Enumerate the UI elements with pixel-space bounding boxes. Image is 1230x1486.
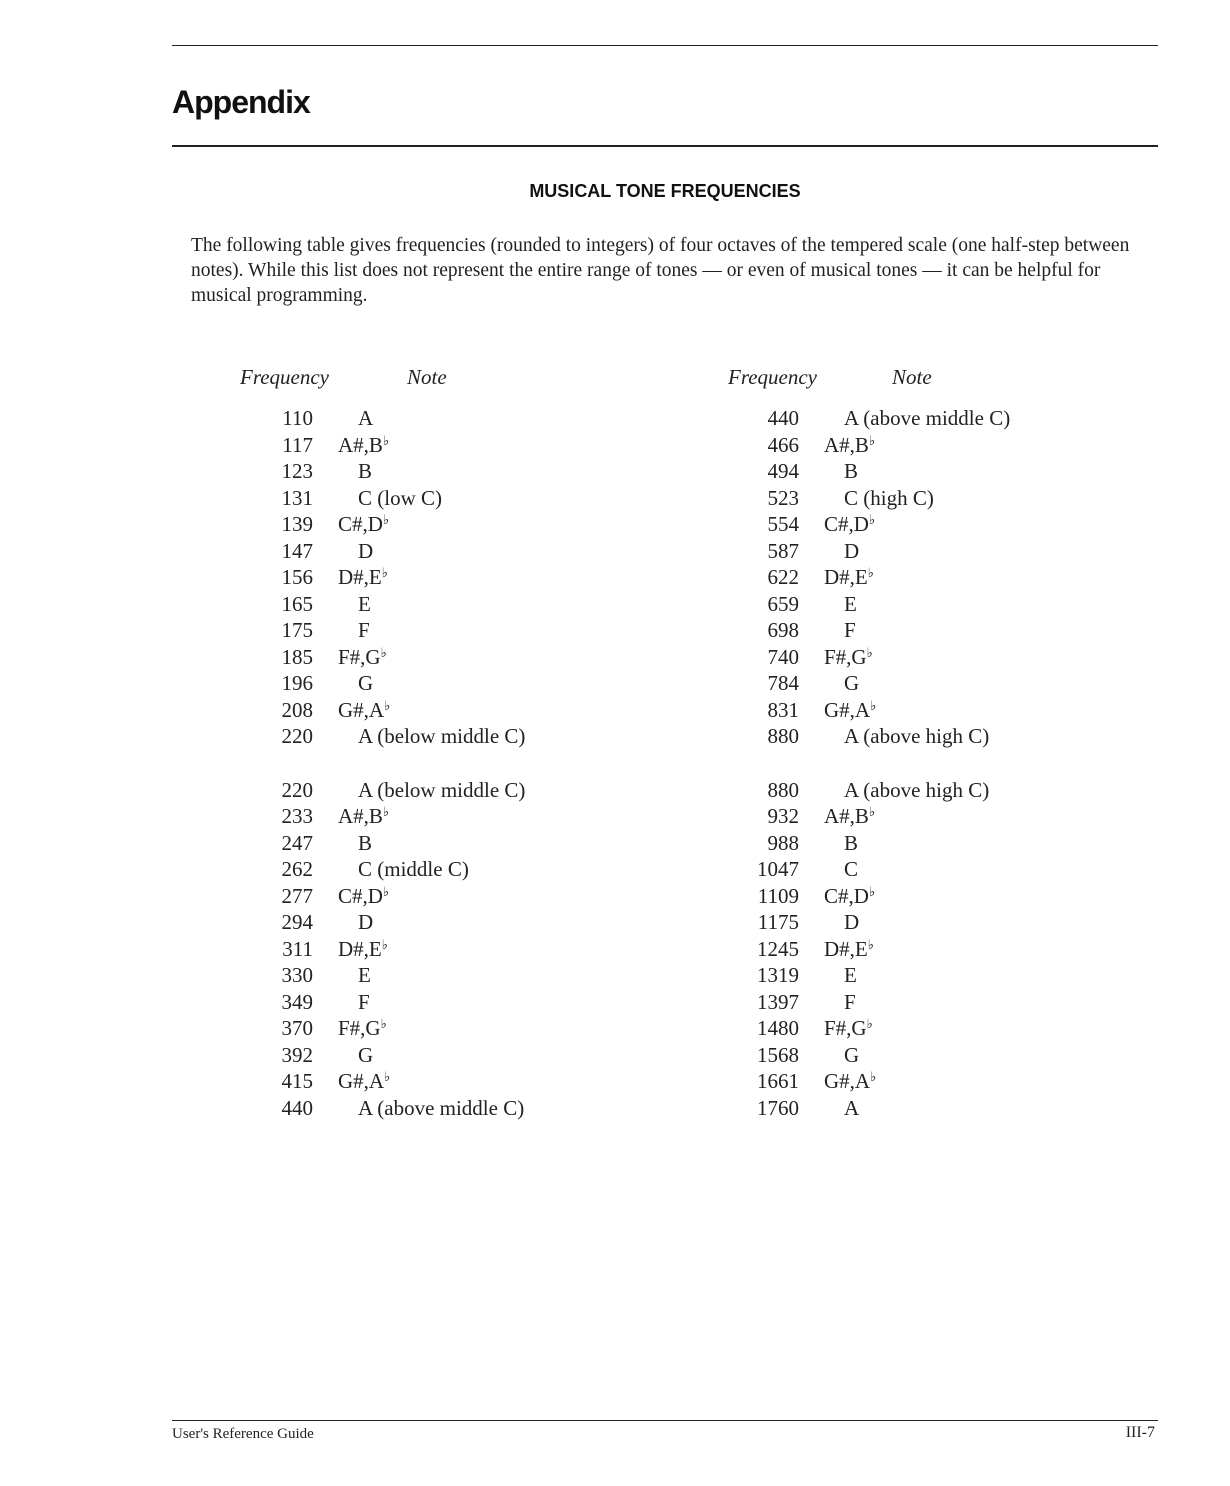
note-name: G (844, 1042, 860, 1067)
table-row (724, 803, 1104, 829)
table-row (724, 1015, 1104, 1041)
frequency-value: 784 (767, 671, 799, 695)
note-name: A (below middle C) (358, 777, 526, 802)
frequency-value: 1397 (757, 989, 799, 1014)
frequency-value: 110 (282, 406, 313, 430)
table-row (238, 1068, 618, 1094)
table-row (238, 670, 618, 696)
table-row (238, 432, 618, 458)
table-row (238, 909, 618, 935)
frequency-value: 277 (281, 883, 313, 908)
frequency-value: 415 (281, 1069, 313, 1093)
table-row (238, 936, 618, 962)
table-row (724, 591, 1104, 617)
frequency-value: 131 (281, 485, 313, 510)
note-name: G#,A♭ (824, 697, 877, 722)
table-row (238, 458, 618, 484)
frequency-value: 554 (767, 512, 799, 536)
note-name: G#,A♭ (824, 1068, 877, 1093)
table-row (724, 511, 1104, 537)
table-row (724, 405, 1104, 431)
table-row (724, 962, 1104, 988)
table-row (724, 458, 1104, 484)
table-row (238, 564, 618, 590)
table-row (724, 670, 1104, 696)
note-name: A#,B♭ (338, 803, 390, 828)
note-name: E (844, 963, 857, 987)
note-name: D#,E♭ (338, 564, 388, 589)
table-row (238, 777, 618, 803)
frequency-value: 123 (281, 459, 313, 483)
note-name: D#,E♭ (338, 936, 388, 961)
frequency-value: 311 (282, 936, 313, 961)
frequency-value: 880 (767, 777, 799, 802)
frequency-value: 185 (281, 644, 313, 669)
frequency-value: 587 (767, 538, 799, 563)
frequency-value: 349 (281, 989, 313, 1014)
note-name: F#,G♭ (338, 644, 387, 669)
note-name: F (358, 989, 370, 1014)
frequency-value: 1480 (757, 1016, 799, 1040)
table-row (238, 538, 618, 564)
note-name: C (low C) (358, 485, 442, 510)
frequency-value: 117 (282, 432, 313, 457)
table-row (238, 697, 618, 723)
frequency-value: 1047 (757, 857, 799, 881)
note-name: E (358, 591, 371, 616)
right-note-header: Note (892, 365, 932, 389)
table-row (724, 644, 1104, 670)
table-row (238, 1015, 618, 1041)
note-name: A (above high C) (844, 724, 990, 748)
table-row (238, 803, 618, 829)
table-row (724, 485, 1104, 511)
table-row (724, 432, 1104, 458)
note-name: D (358, 538, 374, 563)
frequency-value: 220 (281, 777, 313, 802)
note-name: C#,D♭ (824, 511, 876, 536)
note-name: C (844, 857, 859, 881)
frequency-value: 196 (281, 671, 313, 695)
note-name: B (358, 459, 373, 483)
note-name: C#,D♭ (338, 883, 390, 908)
table-row (238, 989, 618, 1015)
note-name: D#,E♭ (824, 564, 874, 589)
footer-rule (172, 1420, 1158, 1421)
note-name: D#,E♭ (824, 936, 874, 961)
table-row (724, 856, 1104, 882)
title-rule (172, 145, 1158, 147)
frequency-value: 175 (281, 618, 313, 642)
table-row (238, 1095, 618, 1121)
table-row (724, 909, 1104, 935)
frequency-value: 147 (281, 538, 313, 563)
note-name: A (above middle C) (844, 406, 1011, 430)
frequency-value: 1175 (757, 910, 799, 934)
frequency-value: 247 (281, 830, 313, 855)
frequency-value: 1109 (757, 883, 799, 908)
left-note-header: Note (407, 365, 447, 389)
note-name: G#,A♭ (338, 1068, 391, 1093)
frequency-value: 139 (281, 512, 313, 536)
frequency-value: 523 (767, 485, 799, 510)
table-row (238, 591, 618, 617)
note-name: C#,D♭ (338, 511, 390, 536)
note-name: B (844, 830, 859, 855)
frequency-value: 1319 (757, 963, 799, 987)
table-row (724, 1042, 1104, 1068)
note-name: D (844, 538, 860, 563)
note-name: A#,B♭ (824, 803, 876, 828)
note-name: G (358, 1042, 374, 1067)
frequency-value: 1568 (757, 1042, 799, 1067)
note-name: B (358, 830, 373, 855)
table-row (238, 962, 618, 988)
frequency-value: 330 (281, 963, 313, 987)
frequency-value: 370 (281, 1016, 313, 1040)
frequency-value: 740 (767, 644, 799, 669)
table-row (724, 830, 1104, 856)
table-row (238, 405, 618, 431)
frequency-value: 220 (281, 724, 313, 748)
note-name: A (above middle C) (358, 1095, 525, 1120)
note-name: A (below middle C) (358, 724, 526, 748)
note-name: G (358, 671, 374, 695)
frequency-value: 165 (281, 591, 313, 616)
frequency-value: 294 (281, 910, 313, 934)
frequency-value: 988 (767, 830, 799, 855)
table-row (724, 936, 1104, 962)
note-name: B (844, 459, 859, 483)
table-row (238, 883, 618, 909)
frequency-value: 1661 (757, 1069, 799, 1093)
note-name: E (844, 591, 857, 616)
note-name: G (844, 671, 860, 695)
left-frequency-header: Frequency (240, 365, 330, 389)
table-row (238, 617, 618, 643)
frequency-value: 880 (767, 724, 799, 748)
page-number: III-7 (1125, 1424, 1155, 1441)
table-row (238, 856, 618, 882)
frequency-value: 1245 (757, 936, 799, 961)
table-row (238, 511, 618, 537)
note-name: F#,G♭ (338, 1015, 387, 1040)
table-row (724, 777, 1104, 803)
table-row (724, 723, 1104, 749)
table-row (238, 723, 618, 749)
note-name: A (358, 406, 374, 430)
frequency-value: 466 (767, 432, 799, 457)
note-name: A#,B♭ (824, 432, 876, 457)
frequency-value: 233 (281, 804, 313, 828)
frequency-value: 208 (281, 697, 313, 722)
frequency-value: 392 (281, 1042, 313, 1067)
table-row (724, 989, 1104, 1015)
table-row (238, 644, 618, 670)
right-frequency-header: Frequency (728, 365, 818, 389)
frequency-value: 262 (281, 857, 313, 881)
table-row (724, 617, 1104, 643)
frequency-value: 831 (767, 697, 799, 722)
note-name: G#,A♭ (338, 697, 391, 722)
table-row (238, 830, 618, 856)
table-row (238, 1042, 618, 1068)
top-rule (172, 45, 1158, 46)
table-row (724, 564, 1104, 590)
footer-guide-title: User's Reference Guide (172, 1426, 314, 1442)
page-title: Appendix (172, 84, 310, 120)
frequency-value: 622 (767, 565, 799, 589)
section-heading: MUSICAL TONE FREQUENCIES (529, 181, 801, 201)
note-name: F (844, 618, 856, 642)
intro-paragraph: The following table gives frequencies (rounded to integers) of four octaves of the tempered scale (one half-step between notes). While this list does not represent the entire range of tones — or even of musical tones — it can be helpful for musical programming. (191, 235, 1130, 306)
note-name: A (844, 1095, 860, 1120)
frequency-value: 932 (767, 804, 799, 828)
frequency-value: 698 (767, 618, 799, 642)
table-row (724, 697, 1104, 723)
frequency-value: 440 (767, 406, 799, 430)
note-name: F (844, 989, 856, 1014)
frequency-value: 494 (767, 459, 799, 483)
note-name: F (358, 618, 370, 642)
note-name: C (middle C) (358, 857, 469, 881)
table-row (238, 485, 618, 511)
note-name: D (844, 910, 860, 934)
note-name: D (358, 910, 374, 934)
note-name: C#,D♭ (824, 883, 876, 908)
frequency-value: 156 (281, 565, 313, 589)
frequency-value: 659 (767, 591, 799, 616)
note-name: C (high C) (844, 485, 934, 510)
note-name: A (above high C) (844, 777, 990, 802)
table-row (724, 1095, 1104, 1121)
note-name: A#,B♭ (338, 432, 390, 457)
table-row (724, 883, 1104, 909)
note-name: F#,G♭ (824, 644, 873, 669)
note-name: E (358, 963, 371, 987)
table-row (724, 1068, 1104, 1094)
frequency-value: 440 (281, 1095, 313, 1120)
frequency-value: 1760 (757, 1095, 799, 1120)
table-row (724, 538, 1104, 564)
note-name: F#,G♭ (824, 1015, 873, 1040)
